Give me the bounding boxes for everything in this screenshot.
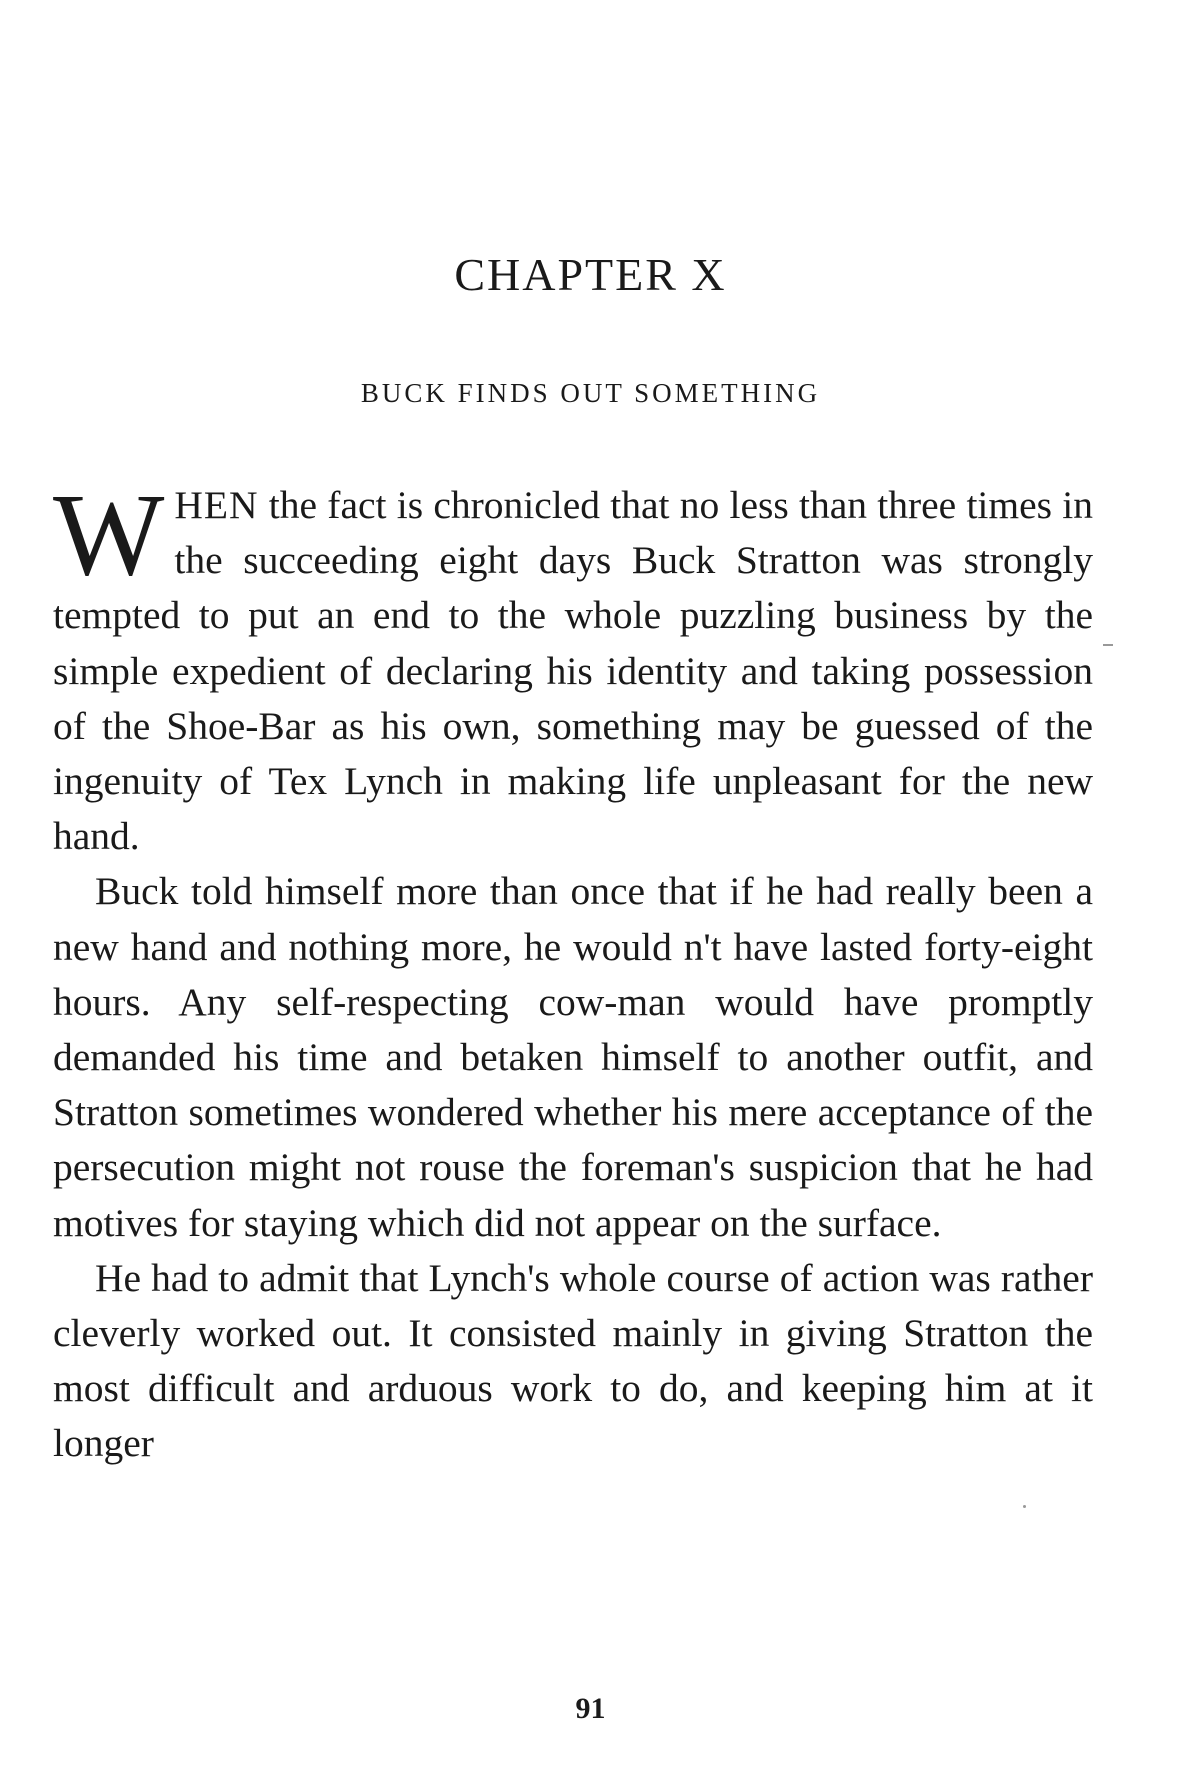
chapter-body [53, 469, 1093, 1472]
first-word-rest: HEN [174, 483, 259, 527]
chapter-title: CHAPTER X [454, 249, 727, 300]
paragraph-3: He had to admit that Lynch's whole course of action was rather cleverly worked out. It consisted mainly in giving Stratton the most difficult and arduous work to do, and keeping him at it longer [53, 1255, 1093, 1466]
chapter-subtitle: BUCK FINDS OUT SOMETHING [360, 378, 821, 408]
paragraph-1 [53, 469, 1093, 864]
scan-mark [1103, 644, 1113, 646]
paragraph-1-text: the fact is chronicled that no less than three times in the succeeding eight days Buck Stratton was strongly tempted to put an end to the whole puzzling business by the simple expedient of declaring his identity and taking possession of the Shoe-Bar as his own, something may be guessed of the ingenuity of Tex Lynch in making life unpleasant for the new hand. [53, 483, 1093, 859]
page-number: 91 [575, 1692, 606, 1725]
drop-cap: W [53, 469, 165, 600]
paragraph-2: Buck told himself more than once that if he had really been a new hand and nothing more, he would n't have lasted forty-eight hours. Any self-respecting cow-man would have promptly demanded his time and betaken himself to another outfit, and Stratton sometimes wondered whether his mere acceptance of the persecution might not rouse the foreman's suspicion that he had motives for staying which did not appear on the surface. [53, 869, 1093, 1245]
scan-speck [1023, 1505, 1026, 1508]
